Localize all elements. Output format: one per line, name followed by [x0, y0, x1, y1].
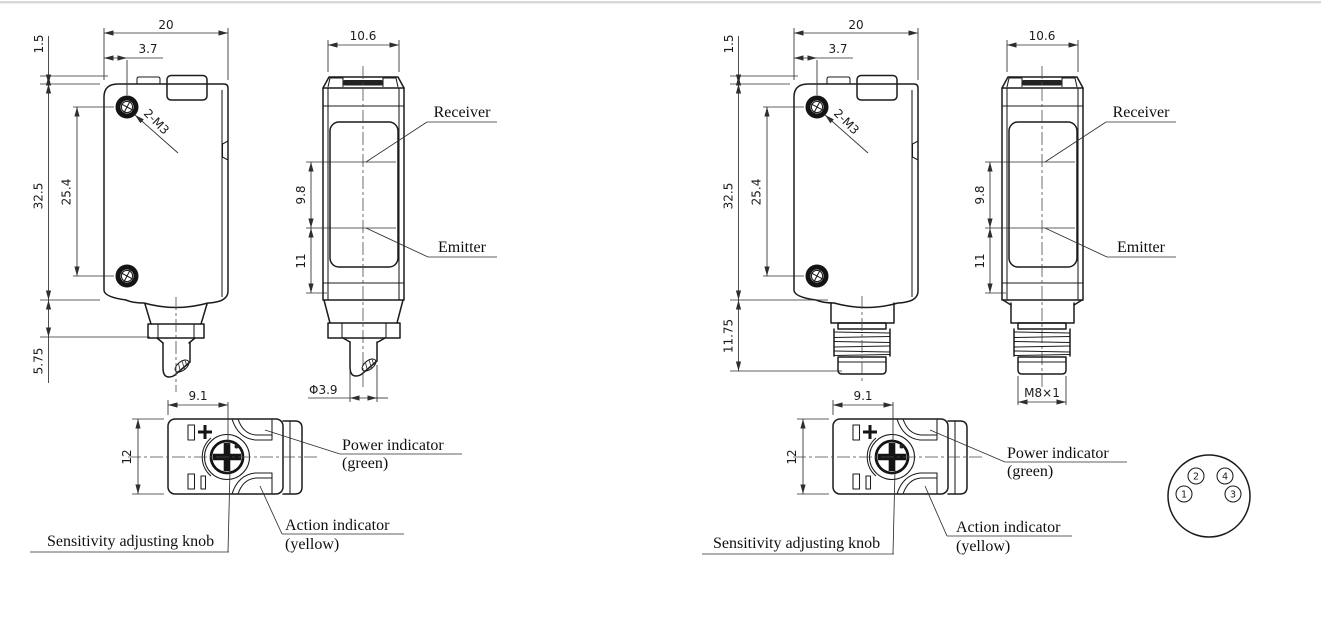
power-indicator-callout — [930, 430, 1127, 480]
action-indicator-callout — [260, 486, 404, 553]
power-indicator-label: Power indicator — [342, 437, 444, 454]
receiver-label: Receiver — [1112, 104, 1170, 121]
dim-receiver-to-emitter-text: 9.8 — [294, 185, 308, 205]
dim-top-inset-text: 1.5 — [722, 34, 736, 54]
dim-emitter-to-base — [294, 228, 311, 293]
m8-connector-front — [831, 296, 894, 382]
top-small-tab — [827, 77, 850, 84]
dim-knob-offset — [833, 389, 893, 445]
m8-connector-side — [1003, 300, 1082, 374]
dim-receiver-to-emitter — [294, 162, 311, 228]
connector-front-view — [722, 18, 919, 382]
top-cover-tab — [857, 76, 897, 101]
dim-body-width — [104, 18, 228, 80]
connector-side-view — [973, 29, 1176, 405]
pin-3-number: 3 — [1229, 489, 1237, 501]
knob-plus-icon — [188, 425, 212, 440]
dim-cable-boot-text: 5.75 — [31, 347, 46, 375]
dim-hole-spacing-text: 25.4 — [59, 178, 74, 206]
mounting-hole-bottom — [117, 266, 138, 287]
top-border — [0, 1, 1321, 3]
dim-cable-diameter — [308, 365, 388, 402]
knob-label: Sensitivity adjusting knob — [713, 535, 881, 552]
bottom-marking-bar — [853, 474, 860, 489]
lens-window — [1009, 122, 1077, 267]
dim-hole-spacing — [750, 107, 805, 276]
dim-cable-diameter-text: Φ3.9 — [309, 383, 338, 397]
dim-top-inset — [722, 34, 798, 84]
cable-side-view — [294, 29, 497, 402]
dim-hole-offset — [104, 42, 163, 95]
side-notch — [223, 141, 229, 160]
dim-face-width-text: 10.6 — [349, 29, 377, 43]
dim-body-depth-text: 12 — [785, 449, 799, 465]
receiver-label: Receiver — [433, 104, 491, 121]
knob-label: Sensitivity adjusting knob — [47, 533, 215, 550]
emitter-label: Emitter — [1117, 239, 1165, 256]
knob-callout — [30, 470, 230, 552]
cable-bottom-view — [30, 389, 462, 553]
cable-version-drawing — [30, 18, 497, 553]
dim-emitter-to-base-text: 11 — [294, 253, 308, 269]
bottom-marking-bar — [188, 474, 195, 489]
side-notch — [913, 141, 919, 160]
mounting-hole-top — [117, 97, 138, 118]
thread-callout — [135, 106, 178, 153]
dim-connector-thread-text: M8×1 — [1024, 386, 1060, 400]
dim-emitter-to-base — [973, 228, 990, 293]
action-indicator-label: Action indicator — [285, 517, 390, 534]
mounting-hole-top — [807, 97, 828, 118]
dim-receiver-to-emitter — [973, 162, 990, 228]
dim-body-depth — [120, 419, 164, 494]
dim-connector-length-text: 11.75 — [721, 318, 736, 354]
emitter-callout — [366, 228, 497, 257]
connector-bottom-view — [702, 389, 1127, 555]
dim-hole-offset-text: 3.7 — [828, 42, 848, 56]
top-cover-tab — [167, 76, 207, 101]
side-body-outline — [1002, 88, 1083, 300]
power-indicator-color: (green) — [342, 455, 389, 472]
cable-front-view — [32, 18, 229, 392]
dim-face-width — [1007, 29, 1078, 72]
connector-pinout-diagram — [1168, 455, 1250, 537]
mounting-hole-bottom — [807, 266, 828, 287]
side-body-outline — [323, 88, 404, 300]
bottom-end-cap — [283, 421, 302, 494]
emitter-label: Emitter — [438, 239, 486, 256]
dim-receiver-to-emitter-text: 9.8 — [973, 185, 987, 205]
bottom-marking-bar — [866, 476, 871, 489]
dim-face-width-text: 10.6 — [1028, 29, 1056, 43]
lens-window — [330, 122, 398, 267]
thread-callout-text: 2-M3 — [140, 106, 172, 138]
power-indicator-callout — [265, 430, 462, 472]
bottom-marking-bar — [201, 476, 206, 489]
dim-hole-spacing-text: 25.4 — [749, 178, 764, 206]
dim-knob-offset-text: 9.1 — [853, 389, 873, 403]
dim-face-width — [328, 29, 399, 72]
dim-body-depth — [785, 419, 829, 494]
cable-boot-side — [324, 300, 403, 376]
dim-hole-spacing — [60, 107, 115, 276]
emitter-callout — [1045, 228, 1176, 257]
power-indicator-label: Power indicator — [1007, 445, 1109, 462]
dim-knob-offset-text: 9.1 — [188, 389, 208, 403]
pin-2-number: 2 — [1192, 471, 1200, 483]
action-indicator-label: Action indicator — [956, 519, 1061, 536]
dim-top-inset-text: 1.5 — [32, 34, 46, 54]
dim-top-inset — [32, 34, 108, 84]
dim-hole-offset — [794, 42, 853, 95]
dim-body-width — [794, 18, 918, 80]
pin-1-number: 1 — [1180, 489, 1188, 501]
knob-plus-icon — [853, 425, 877, 440]
dim-body-height-text: 32.5 — [31, 182, 46, 210]
connector-version-drawing — [702, 18, 1250, 555]
action-indicator-color: (yellow) — [285, 536, 340, 553]
receiver-callout — [366, 104, 497, 162]
dim-body-width-text: 20 — [848, 18, 864, 32]
dim-body-height-text: 32.5 — [721, 182, 736, 210]
top-small-tab — [137, 77, 160, 84]
thread-callout — [825, 106, 868, 153]
thread-callout-text: 2-M3 — [830, 106, 862, 138]
dim-body-width-text: 20 — [158, 18, 174, 32]
pin-4-number: 4 — [1221, 471, 1229, 483]
action-indicator-color: (yellow) — [956, 538, 1011, 555]
action-indicator-callout — [925, 486, 1072, 555]
dim-emitter-to-base-text: 11 — [973, 253, 987, 269]
dim-connector-length — [722, 300, 843, 371]
receiver-callout — [1045, 104, 1176, 162]
dim-hole-offset-text: 3.7 — [138, 42, 158, 56]
cable-boot-front — [145, 297, 207, 392]
dim-knob-offset — [168, 389, 228, 445]
dim-cable-boot — [32, 300, 151, 383]
dim-body-depth-text: 12 — [120, 449, 134, 465]
bottom-end-cap — [948, 421, 967, 494]
power-indicator-color: (green) — [1007, 463, 1054, 480]
